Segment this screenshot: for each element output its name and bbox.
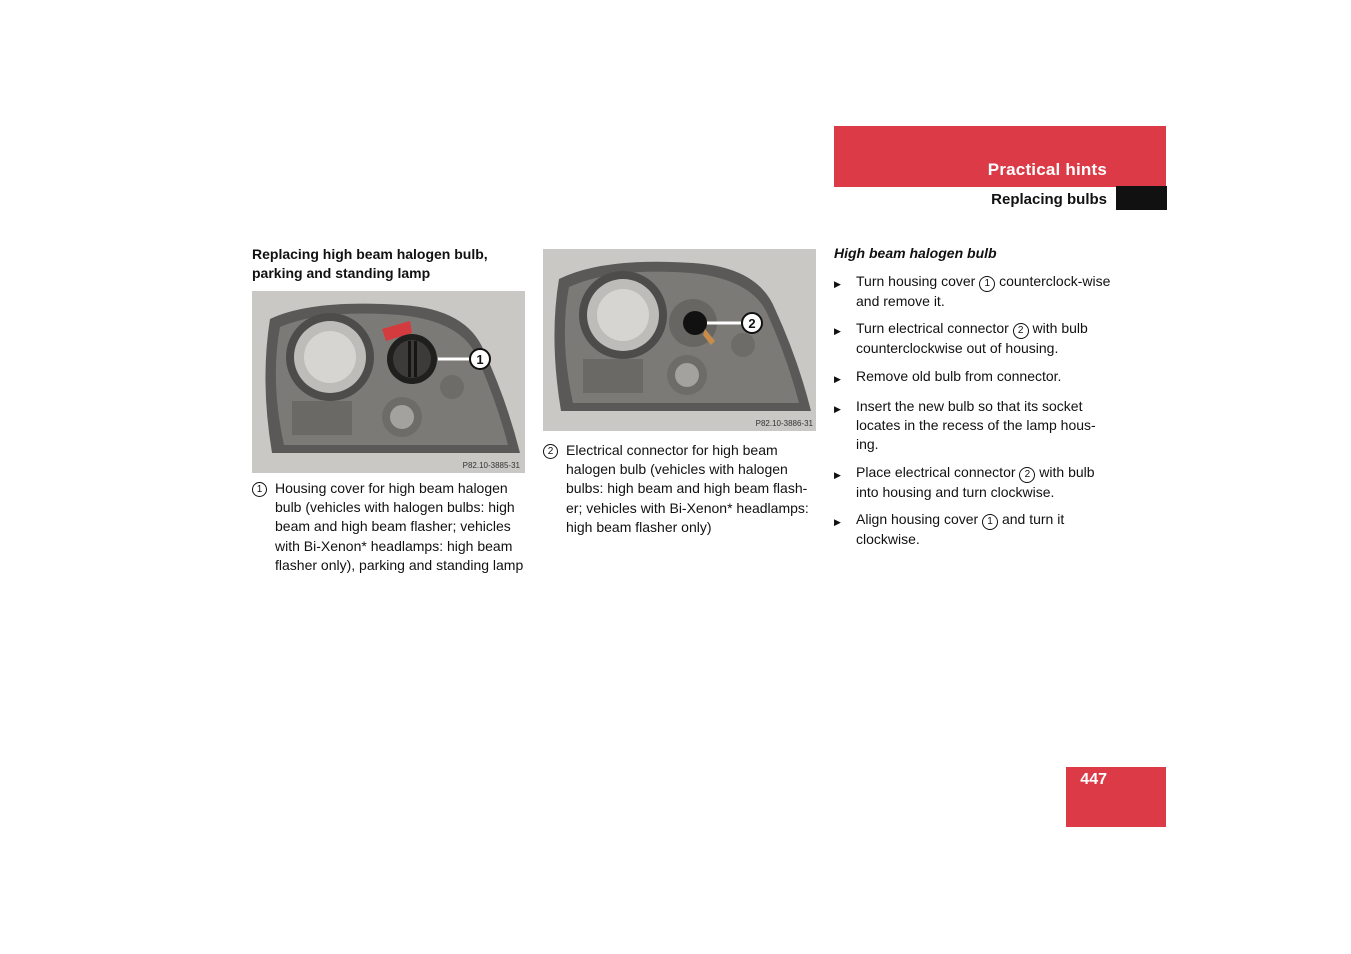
right-column-heading: High beam halogen bulb	[834, 245, 997, 261]
instruction-step	[834, 272, 1114, 311]
headlamp-illustration-2	[543, 249, 816, 431]
caption-number-2: 2	[543, 444, 558, 459]
headlamp-illustration-1	[252, 291, 525, 473]
page-number: 447	[1080, 771, 1107, 788]
instruction-step	[834, 367, 1114, 389]
figure-callout-1: 1	[476, 352, 484, 367]
left-column-heading: Replacing high beam halogen bulb, parking and standing lamp	[252, 246, 488, 281]
bullet-arrow-icon: ▶	[834, 403, 841, 414]
step-text: Insert the new bulb so that its socket locates in the recess of the lamp hous-ing.	[856, 397, 1096, 453]
step-reference-number: 2	[1019, 467, 1035, 483]
chapter-tab-marker	[1116, 186, 1167, 210]
step-text: with bulb into housing and turn clockwise.	[856, 463, 1095, 500]
instruction-step	[834, 510, 1114, 549]
caption-number-1: 1	[252, 482, 267, 497]
caption-housing-cover	[252, 479, 527, 575]
caption-text-2: Electrical connector for high beam halogen bulb (vehicles with halogen bulbs: high beam and high beam flash-er; vehicles with Bi-Xenon* headlamps: high beam flasher only)	[566, 442, 809, 535]
subsection-title: Replacing bulbs	[991, 191, 1107, 208]
headlamp-figure-housing-cover	[252, 291, 525, 473]
bullet-arrow-icon: ▶	[834, 279, 841, 289]
figure-code-2: P82.10-3886-31	[755, 419, 813, 428]
step-reference-number: 1	[979, 276, 995, 292]
step-reference-number: 2	[1013, 323, 1029, 339]
step-text: Remove old bulb from connector.	[856, 367, 1062, 384]
instruction-step	[834, 463, 1114, 502]
bullet-arrow-icon: ▶	[834, 326, 841, 337]
bullet-arrow-icon: ▶	[834, 373, 841, 384]
caption-electrical-connector	[543, 441, 818, 537]
instruction-step	[834, 397, 1114, 455]
figure-code-1: P82.10-3885-31	[462, 461, 520, 470]
step-text: Place electrical connector	[856, 463, 1020, 480]
figure-callout-2: 2	[748, 316, 756, 331]
step-text: and turn it clockwise.	[856, 511, 1065, 548]
step-text: with bulb counterclockwise out of housing.	[856, 320, 1088, 357]
caption-text-1: Housing cover for high beam halogen bulb (vehicles with halogen bulbs: high beam and high beam flasher; vehicles with Bi-Xenon* headlamps: high beam flasher only), parking and standing lamp	[275, 480, 524, 573]
step-text: Turn electrical connector	[856, 320, 1013, 337]
instruction-step	[834, 319, 1114, 358]
bullet-arrow-icon: ▶	[834, 469, 841, 480]
section-title: Practical hints	[987, 160, 1107, 179]
step-text: counterclock-wise and remove it.	[856, 273, 1111, 309]
headlamp-figure-electrical-connector	[543, 249, 816, 431]
instruction-steps	[834, 272, 1114, 557]
bullet-arrow-icon: ▶	[834, 517, 841, 528]
step-text: Turn housing cover	[856, 273, 980, 289]
step-reference-number: 1	[982, 514, 998, 530]
step-text: Align housing cover	[856, 511, 983, 528]
